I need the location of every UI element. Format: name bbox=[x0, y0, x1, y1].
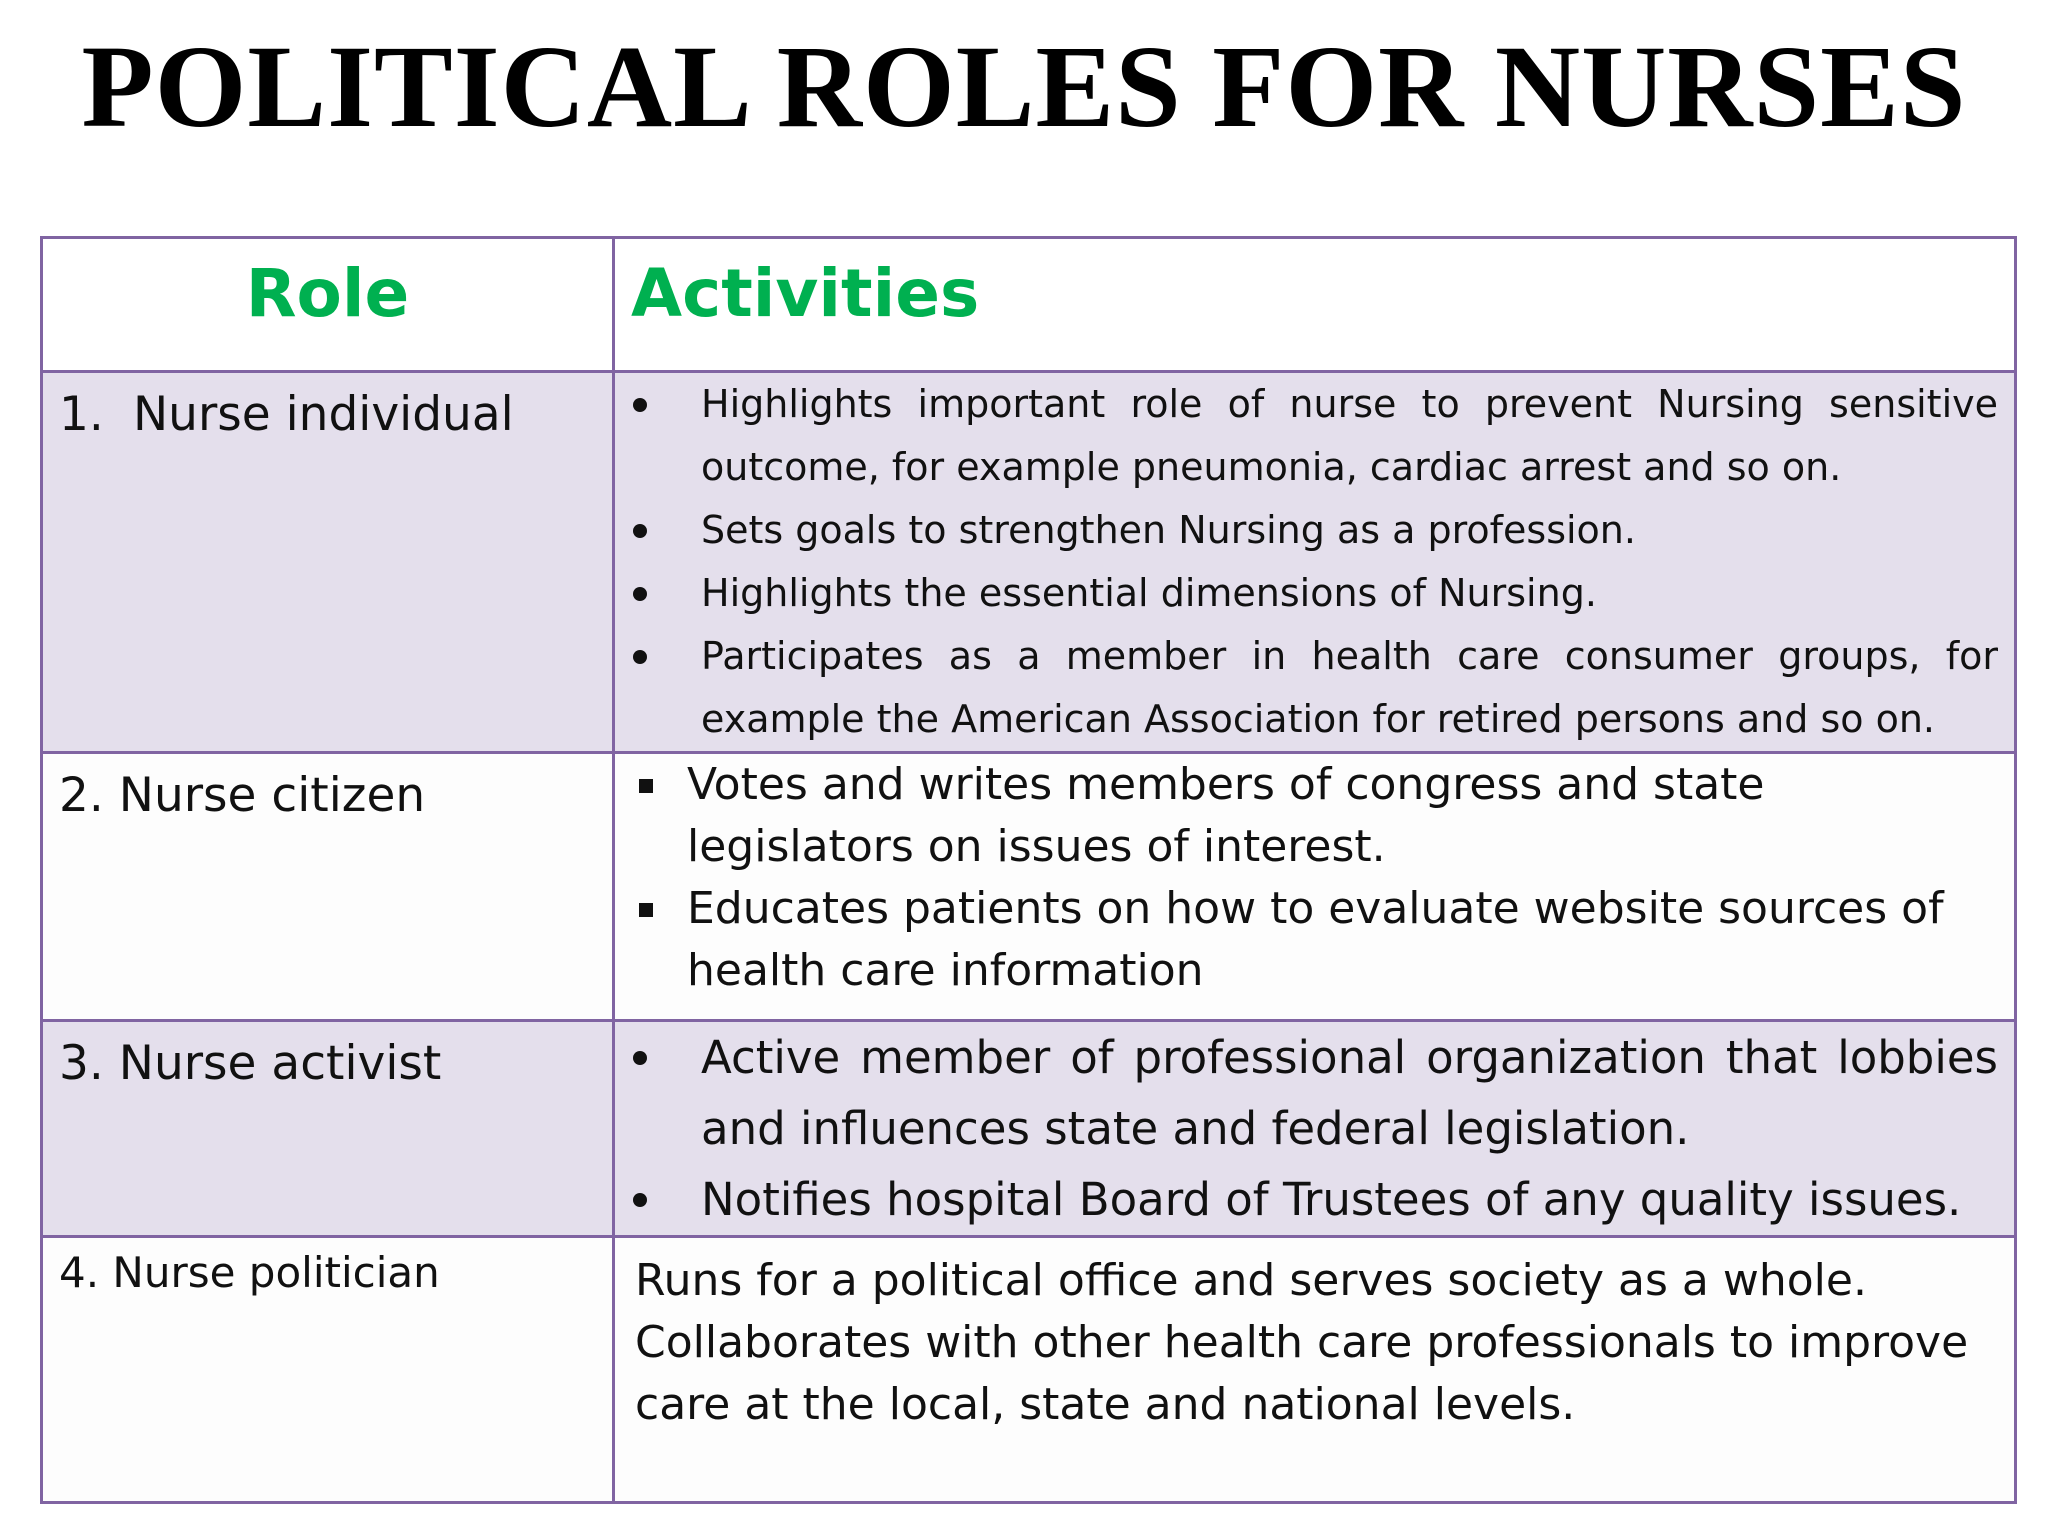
role-number: 1. bbox=[59, 387, 104, 442]
slide-title: POLITICAL ROLES FOR NURSES bbox=[81, 21, 1967, 152]
activity-item bbox=[615, 1022, 2014, 1164]
activity-item bbox=[615, 878, 2014, 1002]
activity-text: Highlights important role of nurse to prevent Nursing sensitive outcome, for example pneumonia, cardiac arrest and so on. bbox=[701, 382, 1998, 489]
activities-cell-nurse-activist bbox=[614, 1021, 2016, 1237]
table-row bbox=[42, 1237, 2016, 1503]
activity-text: Notifies hospital Board of Trustees of any quality issues. bbox=[701, 1173, 1962, 1226]
activity-text: Active member of professional organization that lobbies and influences state and federal legislation. bbox=[701, 1031, 1998, 1155]
activity-text: Participates as a member in health care consumer groups, for example the American Association for retired persons and so on. bbox=[701, 634, 1998, 741]
activities-text-block bbox=[615, 1238, 2014, 1436]
role-cell-nurse-individual bbox=[42, 372, 614, 753]
activities-list bbox=[615, 373, 2014, 751]
activity-item bbox=[615, 562, 2014, 625]
activities-list bbox=[615, 1022, 2014, 1235]
role-label: Nurse individual bbox=[133, 387, 514, 442]
activity-line: Collaborates with other health care professionals to improve bbox=[635, 1317, 1969, 1368]
role-cell-nurse-politician bbox=[42, 1237, 614, 1503]
role-label: 4. Nurse politician bbox=[59, 1248, 440, 1297]
role-label: 3. Nurse activist bbox=[59, 1036, 442, 1091]
activities-cell-nurse-individual bbox=[614, 372, 2016, 753]
activity-item bbox=[615, 1164, 2014, 1235]
activity-item bbox=[615, 754, 2014, 878]
activities-cell-nurse-citizen bbox=[614, 753, 2016, 1021]
table-row bbox=[42, 1021, 2016, 1237]
table-row bbox=[42, 372, 2016, 753]
activities-list bbox=[615, 754, 2014, 1002]
activity-text: Educates patients on how to evaluate website sources of health care information bbox=[687, 883, 1944, 996]
role-column-header: Role bbox=[42, 238, 614, 372]
activities-column-header: Activities bbox=[614, 238, 2016, 372]
table-row bbox=[42, 753, 2016, 1021]
activity-item bbox=[615, 373, 2014, 499]
table-header-row bbox=[42, 238, 2016, 372]
activity-item bbox=[615, 625, 2014, 751]
activity-text: Sets goals to strengthen Nursing as a profession. bbox=[701, 508, 1636, 552]
activity-text: Highlights the essential dimensions of Nursing. bbox=[701, 571, 1597, 615]
role-cell-nurse-activist bbox=[42, 1021, 614, 1237]
role-cell-nurse-citizen bbox=[42, 753, 614, 1021]
activity-text: Votes and writes members of congress and state legislators on issues of interest. bbox=[687, 759, 1765, 872]
activity-item bbox=[615, 499, 2014, 562]
roles-table bbox=[40, 236, 2017, 1504]
activities-cell-nurse-politician bbox=[614, 1237, 2016, 1503]
activity-line: care at the local, state and national levels. bbox=[635, 1379, 1576, 1430]
role-label: 2. Nurse citizen bbox=[59, 768, 426, 823]
activity-line: Runs for a political office and serves society as a whole. bbox=[635, 1255, 1867, 1306]
